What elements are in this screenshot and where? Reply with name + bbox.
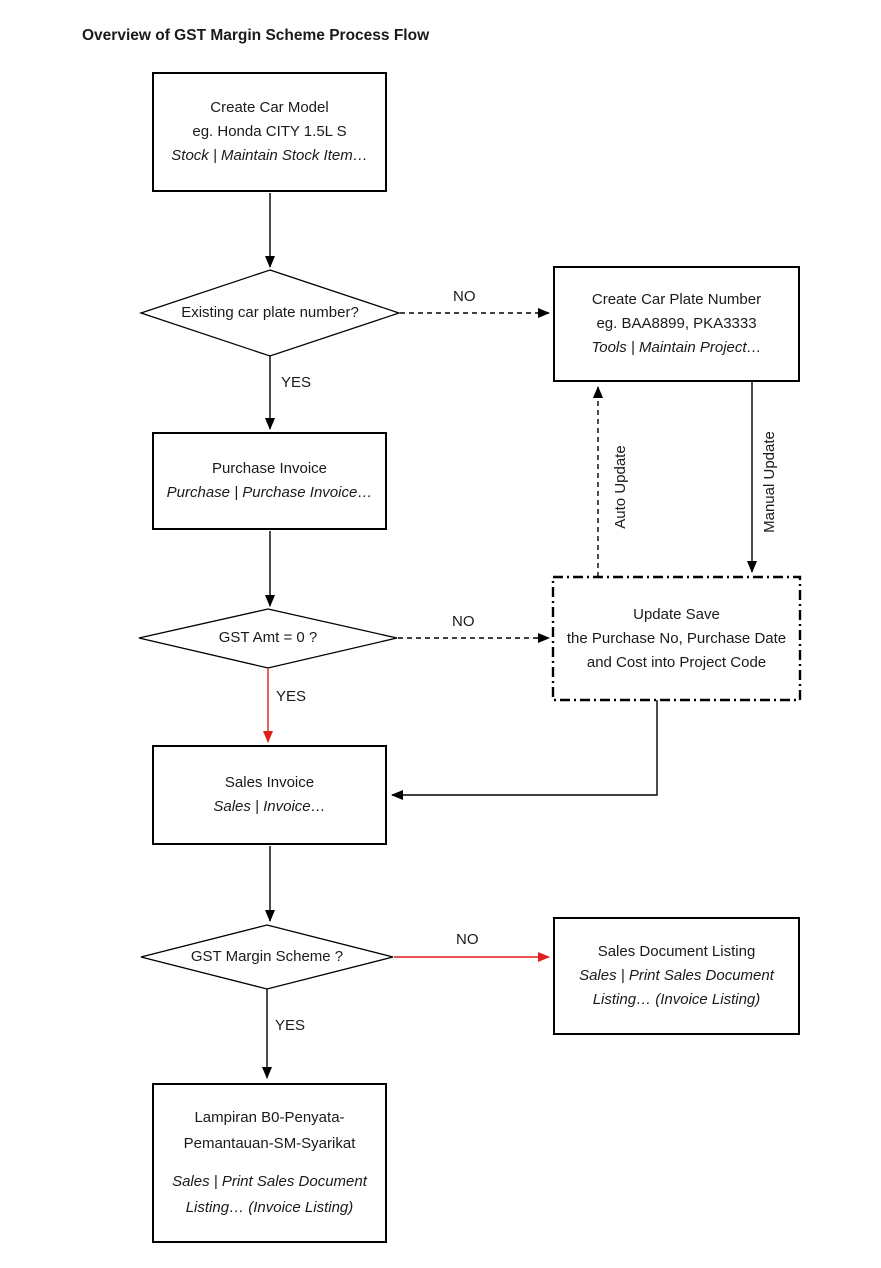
box-purchase-invoice — [152, 432, 387, 530]
decision-existing-car-plate-label: Existing car plate number? — [181, 304, 359, 321]
box-update-save-line2: the Purchase No, Purchase Date — [566, 629, 787, 647]
decision-diamond-existing-car-plate — [141, 270, 399, 356]
manual-update-label: Manual Update — [761, 431, 778, 533]
box-lampiran-line2: Pemantauan-SM-Syarikat — [183, 1135, 356, 1152]
edge-label-no-gst-margin: NO — [456, 931, 479, 948]
box-create-car-plate — [553, 266, 800, 382]
edge-label-yes-existing-plate: YES — [281, 374, 312, 391]
box-lampiran-menu1: Sales | Print Sales Document — [172, 1173, 367, 1190]
box-create-car-plate-line2: eg. BAA8899, PKA3333 — [596, 315, 757, 332]
decision-diamond-gst-margin — [141, 925, 393, 989]
box-lampiran-menu2: Listing… (Invoice Listing) — [185, 1199, 354, 1216]
box-lampiran-line1: Lampiran B0-Penyata- — [194, 1109, 345, 1126]
box-update-save-line3: and Cost into Project Code — [586, 653, 767, 671]
box-sales-document-listing-line1: Sales Document Listing — [597, 943, 756, 960]
arrow-update-save-to-sales-invoice — [392, 700, 657, 795]
edge-label-no-existing-plate: NO — [453, 288, 476, 305]
box-purchase-invoice-menu-path: Purchase | Purchase Invoice… — [166, 484, 373, 501]
box-sales-invoice — [152, 745, 387, 845]
box-create-car-plate-line1: Create Car Plate Number — [591, 291, 762, 308]
auto-update-label: Auto Update — [612, 445, 629, 529]
decision-gst-amt-label: GST Amt = 0 ? — [218, 629, 318, 646]
box-sales-invoice-line1: Sales Invoice — [224, 774, 315, 791]
box-sales-document-listing-menu1: Sales | Print Sales Document — [579, 967, 774, 984]
box-create-car-model-line1: Create Car Model — [210, 99, 329, 116]
box-create-car-model-menu-path: Stock | Maintain Stock Item… — [171, 147, 368, 164]
box-create-car-model — [152, 72, 387, 192]
decision-gst-margin-label: GST Margin Scheme ? — [190, 948, 344, 965]
box-update-save — [553, 577, 800, 700]
box-create-car-model-line2: eg. Honda CITY 1.5L S — [192, 123, 347, 140]
box-update-save-line1: Update Save — [633, 605, 720, 623]
box-lampiran-report — [152, 1083, 387, 1243]
box-create-car-plate-menu-path: Tools | Maintain Project… — [591, 339, 762, 356]
page-title: Overview of GST Margin Scheme Process Flow — [82, 27, 430, 44]
box-sales-document-listing-menu2: Listing… (Invoice Listing) — [592, 991, 761, 1008]
box-sales-document-listing — [553, 917, 800, 1035]
box-sales-invoice-menu-path: Sales | Invoice… — [213, 798, 326, 815]
edge-label-yes-gst-amt: YES — [276, 688, 307, 705]
edge-label-no-gst-amt: NO — [452, 613, 475, 630]
edge-label-yes-gst-margin: YES — [275, 1017, 306, 1034]
decision-diamond-gst-amt — [139, 609, 397, 668]
box-purchase-invoice-line1: Purchase Invoice — [211, 460, 328, 477]
